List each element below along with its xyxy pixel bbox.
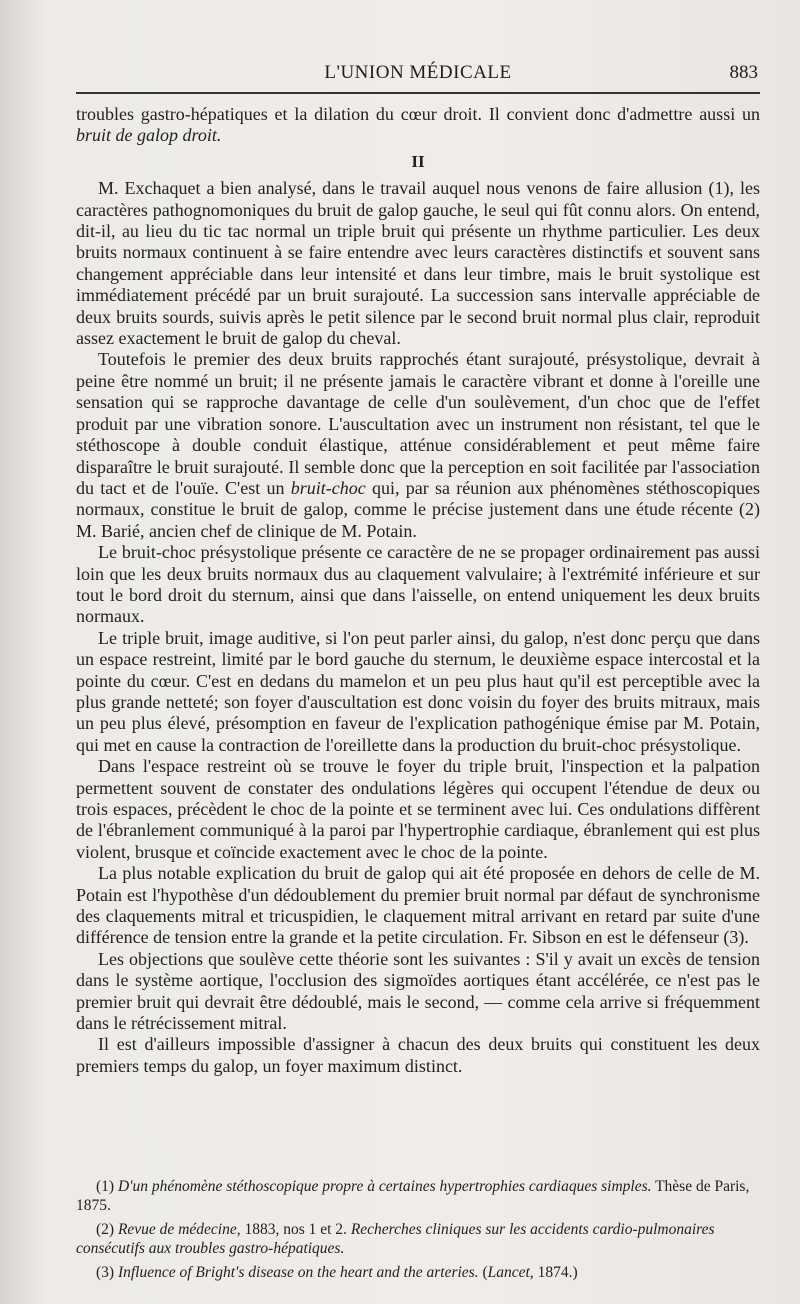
footnote-number: (3)	[96, 1264, 118, 1281]
footnote-text: Thèse de Paris, 1875.	[76, 1178, 750, 1214]
paragraph-5: Dans l'espace restreint où se trouve le foyer du triple bruit, l'inspection et la palpation permettent souvent de constater des ondulations légères qui occupent l'étendue de deux ou trois espaces, précèdent le choc de la pointe et se terminent avec lui. Ces ondulations diffèrent de l'ébranlement communiqué à la paroi par l'hypertrophie cardiaque, ébranlement qui est plus violent, brusque et coïncide exactement avec le choc de la pointe.	[76, 756, 760, 862]
page-header	[76, 62, 760, 88]
footnote-number: (2)	[96, 1221, 118, 1238]
footnote-title: Revue de médecine,	[117, 1221, 241, 1238]
footnote-1	[76, 1178, 760, 1215]
footnotes	[76, 1178, 760, 1289]
footnote-title: D'un phénomène stéthoscopique propre à certaines hypertrophies cardiaques simples.	[117, 1178, 652, 1195]
footnote-3	[76, 1264, 760, 1283]
paragraph-text: troubles gastro-hépatiques et la dilation du cœur droit. Il convient donc d'admettre aussi un	[76, 104, 760, 124]
footnote-number: (1)	[96, 1178, 118, 1195]
header-rule	[76, 92, 760, 94]
paragraph-text: Toutefois le premier des deux bruits rapprochés étant surajouté, présystolique, devrait à peine être nommé un bruit; il ne présente jamais le caractère vibrant et donne à l'oreille une sensation qui se rapproche davantage de celle d'un soulèvement, d'un choc que de l'effet produit par une vibration sonore. L'auscultation avec un instrument non résistant, tel que le stéthoscope à double conduit élastique, atténue considérablement et peut même faire disparaître le bruit surajouté. Il semble donc que la perception en soit facilitée par l'association du tact et de l'ouïe. C'est un	[76, 349, 760, 498]
emphasis-text: bruit de galop droit.	[76, 125, 222, 146]
footnote-text: 1874.)	[533, 1264, 578, 1281]
paragraph-0	[76, 104, 760, 147]
section-title: II	[411, 151, 425, 171]
page-number: 883	[729, 62, 758, 83]
paragraph-2	[76, 349, 760, 542]
running-title: L'UNION MÉDICALE	[324, 62, 512, 83]
body-text	[76, 104, 760, 1077]
paragraph-7: Les objections que soulève cette théorie sont les suivantes : S'il y avait un excès de tension dans le système aortique, l'occlusion des sigmoïdes aortiques étant accélérée, ce n'est pas le premier bruit qui devrait être dédoublé, mais le second, — comme cela arrive si fréquemment dans le rétrécissement mitral.	[76, 948, 760, 1034]
footnote-text: 1883, nos 1 et 2.	[240, 1221, 351, 1238]
paragraph-text: qui, par sa réunion aux phénomènes stéthoscopiques normaux, constitue le bruit de galop, comme le précise justement dans une étude récente (2) M. Barié, ancien chef de clinique de M. Potain.	[76, 477, 760, 541]
footnote-title: Lancet,	[487, 1264, 534, 1281]
footnote-text: (	[478, 1264, 488, 1281]
footnote-title: Recherches cliniques sur les accidents cardio-pulmonaires consécutifs aux troubles gastro-hépatiques.	[76, 1221, 715, 1257]
emphasis-text: bruit-choc	[290, 477, 366, 498]
footnote-title: Influence of Bright's disease on the heart and the arteries.	[117, 1264, 479, 1281]
paragraph-3: Le bruit-choc présystolique présente ce caractère de ne se propager ordinairement pas aussi loin que les deux bruits normaux dus au claquement valvulaire; à l'extrémité inférieure et sur tout le bord droit du sternum, ainsi que dans l'aisselle, on entend uniquement les deux bruits normaux.	[76, 542, 760, 627]
paragraph-6: La plus notable explication du bruit de galop qui ait été proposée en dehors de celle de M. Potain est l'hypothèse d'un dédoublement du premier bruit normal par défaut de synchronisme des claquements mitral et tricuspidien, le claquement mitral arrivant en retard par suite d'une différence de tension entre la grande et la petite circulation. Fr. Sibson en est le défenseur (3).	[76, 863, 760, 948]
paragraph-1: M. Exchaquet a bien analysé, dans le travail auquel nous venons de faire allusion (1), les caractères pathognomoniques du bruit de galop gauche, le seul qui fût connu alors. On entend, dit-il, au lieu du tic tac normal un triple bruit qui présente un rhythme particulier. Les deux bruits normaux continuent à se faire entendre avec leurs caractères distinctifs et souvent sans changement appréciable dans leur intensité et dans leur timbre, mais le bruit systolique est immédiatement précédé par un bruit surajouté. La succession sans intervalle appréciable de deux bruits sourds, suivis après le petit silence par le second bruit normal plus clair, reproduit assez exactement le bruit de galop du cheval.	[76, 178, 760, 349]
paragraph-4: Le triple bruit, image auditive, si l'on peut parler ainsi, du galop, n'est donc perçu que dans un espace restreint, limité par le bord gauche du sternum, le deuxième espace intercostal et la pointe du cœur. C'est en dedans du mamelon et un peu plus haut qu'il est perceptible avec la plus grande netteté; son foyer d'auscultation est donc voisin du foyer des bruits mitraux, mais un peu plus élevé, présomption en faveur de l'explication pathogénique émise par M. Potain, qui met en cause la contraction de l'oreillette dans la production du bruit-choc présystolique.	[76, 627, 760, 755]
footnote-2	[76, 1221, 760, 1258]
paragraph-8: Il est d'ailleurs impossible d'assigner à chacun des deux bruits qui constituent les deux premiers temps du galop, un foyer maximum distinct.	[76, 1034, 760, 1076]
